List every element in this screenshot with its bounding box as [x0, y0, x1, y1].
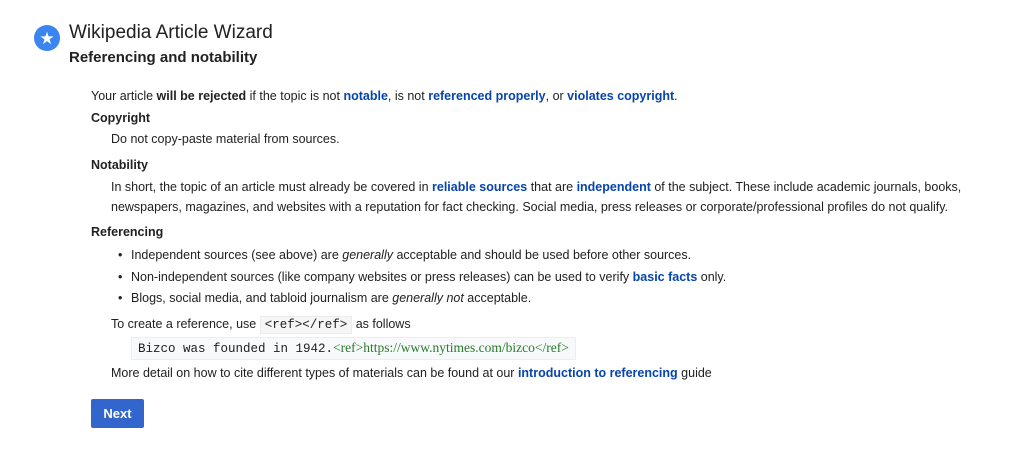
list-item: • Blogs, social media, and tabloid journalism are generally not acceptable. — [131, 290, 531, 306]
reliable-sources-link[interactable]: reliable sources — [432, 180, 528, 194]
notable-link[interactable]: notable — [343, 89, 388, 103]
copyright-heading: Copyright — [91, 111, 151, 125]
intro-text: Your article will be rejected if the topic is not notable, is not referenced properly, or violates copyright. — [91, 89, 678, 103]
reference-example: Bizco was founded in 1942.<ref>https://www.nytimes.com/bizco</ref> — [131, 337, 576, 360]
referenced-properly-link[interactable]: referenced properly — [428, 89, 546, 103]
violates-copyright-link[interactable]: violates copyright — [567, 89, 675, 103]
introduction-to-referencing-link[interactable]: introduction to referencing — [517, 366, 678, 380]
more-detail-text: More detail on how to cite different types of materials can be found at our introduction to referencing guide — [111, 366, 712, 380]
notability-text: In short, the topic of an article must already be covered in reliable sources that are independent of the subject. These include academic journals, books, — [111, 180, 962, 194]
basic-facts-link[interactable]: basic facts — [632, 270, 698, 284]
star-icon: ★ — [34, 25, 60, 51]
page-title: Wikipedia Article Wizard — [69, 22, 273, 43]
list-item: • Independent sources (see above) are generally acceptable and should be used before other sources. — [131, 247, 691, 263]
notability-heading: Notability — [91, 158, 148, 172]
copyright-text: Do not copy-paste material from sources. — [111, 132, 340, 146]
list-item: • Non-independent sources (like company websites or press releases) can be used to verify basic facts only. — [131, 269, 726, 285]
create-reference-text: To create a reference, use <ref></ref> as follows — [111, 317, 411, 332]
page-subtitle: Referencing and notability — [69, 49, 258, 66]
referencing-heading: Referencing — [91, 225, 164, 239]
next-button[interactable]: Next — [91, 399, 144, 428]
notability-text-line2: newspapers, magazines, and websites with a reputation for fact checking. Social media, press releases or corporate/professional profiles do not qualify. — [111, 200, 949, 214]
independent-link[interactable]: independent — [576, 180, 651, 194]
ref-code: <ref></ref> — [260, 316, 353, 334]
